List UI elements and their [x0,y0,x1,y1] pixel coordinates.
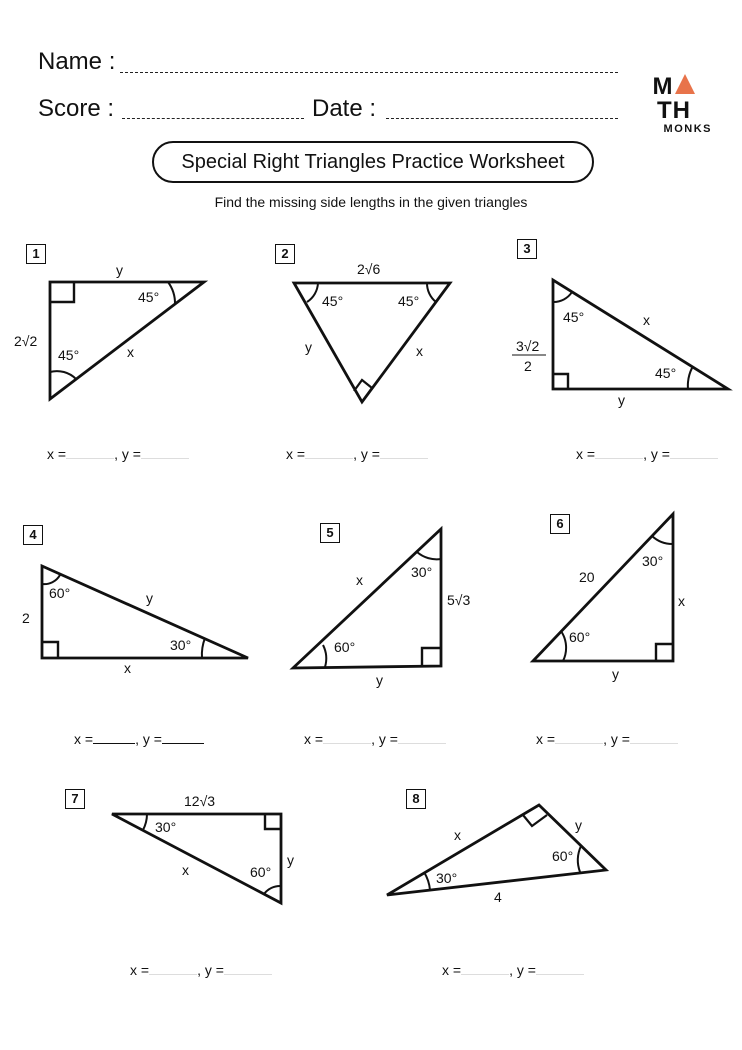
side-label-y: y [376,672,383,688]
triangle-1-labels [14,262,159,363]
answer-y-label: , y = [643,446,670,462]
angle-label: 45° [563,309,585,325]
answer-line-5 [304,731,446,747]
answer-y-label: , y = [353,446,380,462]
date-label: Date : [312,95,377,122]
answer-y-label: , y = [371,731,398,747]
triangle-4-labels [22,585,191,676]
answer-y-label: , y = [509,962,536,978]
triangle-7-labels [155,793,294,880]
angle-label: 30° [436,870,458,886]
problem-number-3: 3 [517,239,537,259]
answer-y-field[interactable] [380,448,428,459]
triangle-6-labels [569,553,685,682]
side-label-hyp: 4 [494,889,502,905]
triangle-4 [42,566,248,658]
answer-y-field[interactable] [536,964,584,975]
answer-x-field[interactable] [66,448,114,459]
answer-y-label: , y = [114,446,141,462]
side-label-x: x [182,862,189,878]
answer-x-label: x = [47,446,67,462]
side-label-leg: 2 [22,610,30,626]
name-label: Name : [38,48,116,75]
answer-y-field[interactable] [162,733,204,744]
logo-th: TH [657,97,691,124]
answer-y-label: , y = [197,962,224,978]
problem-number-1: 1 [26,244,46,264]
answer-y-field[interactable] [141,448,189,459]
answer-x-label: x = [304,731,324,747]
logo-monks: MONKS [663,123,712,135]
problem-number-6: 6 [550,514,570,534]
side-label-y: y [146,590,153,606]
problem-number-7: 7 [65,789,85,809]
angle-label: 60° [334,639,356,655]
angle-label: 60° [250,864,272,880]
side-label-x: x [678,593,685,609]
answer-y-field[interactable] [670,448,718,459]
instructions: Find the missing side lengths in the given triangles [214,194,528,210]
angle-label: 60° [569,629,591,645]
side-label-hyp: 2√6 [357,261,381,277]
triangle-1 [50,282,204,399]
angle-label: 45° [58,347,80,363]
side-label-x: x [124,660,131,676]
answer-y-label: , y = [135,731,162,747]
side-label-y: y [575,817,582,833]
answer-x-field[interactable] [305,448,353,459]
answer-x-field[interactable] [149,964,197,975]
angle-label: 45° [138,289,160,305]
side-label-x: x [356,572,363,588]
answer-x-label: x = [286,446,306,462]
answer-x-label: x = [536,731,556,747]
angle-label: 30° [642,553,664,569]
answer-line-8 [442,962,584,978]
answer-x-label: x = [442,962,462,978]
answer-y-field[interactable] [630,733,678,744]
answer-x-field[interactable] [555,733,603,744]
triangle-5-labels [334,564,470,688]
angle-label: 30° [411,564,433,580]
answer-y-field[interactable] [398,733,446,744]
side-label-x: x [127,344,134,360]
side-label-leg: 2√2 [14,333,38,349]
triangle-8-labels [436,817,582,905]
side-label-y: y [116,262,123,278]
answer-x-label: x = [130,962,150,978]
angle-label: 60° [49,585,71,601]
triangle-3-labels [512,309,676,408]
angle-label: 60° [552,848,574,864]
side-label-hyp: 20 [579,569,595,585]
answer-line-3 [576,446,718,462]
side-label-y: y [612,666,619,682]
triangle-2 [294,283,450,402]
answer-y-field[interactable] [224,964,272,975]
angle-label: 45° [322,293,344,309]
problem-number-8: 8 [406,789,426,809]
side-label-leg: 5√3 [447,592,471,608]
side-label-numerator: 3√2 [516,338,540,354]
side-label-x: x [416,343,423,359]
problem-number-5: 5 [320,523,340,543]
answer-line-2 [286,446,428,462]
angle-label: 30° [170,637,192,653]
triangle-6 [533,514,673,661]
triangle-3 [553,280,728,389]
angle-label: 30° [155,819,177,835]
problem-number-2: 2 [275,244,295,264]
triangle-5 [293,529,441,668]
side-label-denominator: 2 [524,358,532,374]
side-label-y: y [618,392,625,408]
side-label-y: y [287,852,294,868]
side-label-x: x [643,312,650,328]
answer-line-7 [130,962,272,978]
answer-x-field[interactable] [595,448,643,459]
answer-line-4 [74,731,204,747]
logo-m: M [652,73,674,100]
answer-x-field[interactable] [93,733,135,744]
triangle-7 [112,814,281,903]
side-label-x: x [454,827,461,843]
answer-line-1 [47,446,189,462]
answer-x-label: x = [576,446,596,462]
angle-label: 45° [398,293,420,309]
answer-x-label: x = [74,731,94,747]
side-label-leg: 12√3 [184,793,216,809]
answer-y-label: , y = [603,731,630,747]
answer-line-6 [536,731,678,747]
angle-label: 45° [655,365,677,381]
answer-x-field[interactable] [461,964,509,975]
side-label-y: y [305,339,312,355]
problem-number-4: 4 [23,525,43,545]
worksheet-title: Special Right Triangles Practice Worksheet [152,141,594,183]
score-label: Score : [38,95,115,122]
answer-x-field[interactable] [323,733,371,744]
